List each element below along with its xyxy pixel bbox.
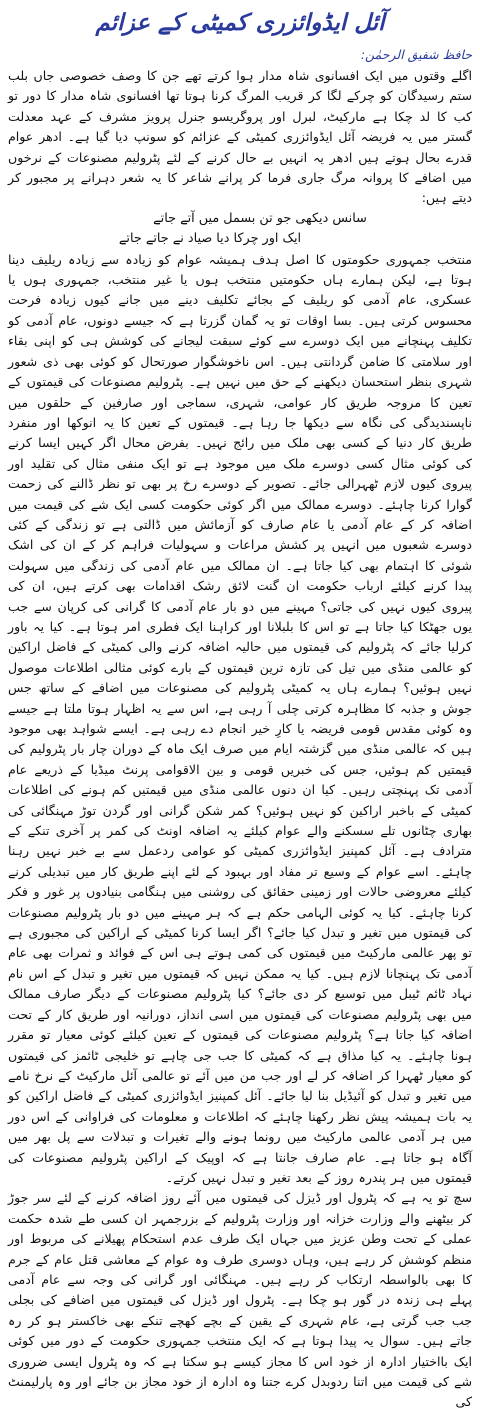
paragraph-1: اگلے وقتوں میں ایک افسانوی شاہ مدار ہوا کرتے تھے جن کا وصف خصوصی جاں بلب ستم رسیدگان کو چرکے لگا کر قریب المرگ کرنا ہوتا تھا افسانوی شاہ مدار کا دور تو کب کا لد چکا ہے مارکیٹ، لبرل اور پروگریسو جنرل پرویز مشرف کے عہد معدلت گستر میں یہ فریضہ آئل ایڈوائزری کمیٹی کے عزائم کو سونپ دیا گیا ہے۔ ادھر عوام قدرے بحال ہوتے ہیں ادھر یہ انہیں بے حال کرنے کے لئے پٹرولیم مصنوعات کے نرخوں میں اضافے کا پروانہ مرگ جاری فرما کر پرانے شاعر کا یہ شعر دہرانے پر مجبور کر دیتے ہیں: xyxy=(8,68,472,206)
paragraph-3: سچ تو یہ ہے کہ پٹرول اور ڈیزل کی قیمتوں میں آئے روز اضافہ کرنے کے لئے سر جوڑ کر بیٹھنے والے وزارت خزانہ اور وزارت پٹرولیم کے بزرجمہر ان کسی طے شدہ حکمت عملی کے تحت وطن عزیز میں جہاں ایک طرف عدم استحکام پھیلانے کی مربوط اور منظم کوشش کر رہے ہیں، وہاں دوسری طرف وہ عوام کے معاشی قتل عام کے جرم کا بھی بالواسطہ ارتکاب کر رہے ہیں۔ مہنگائی اور گرانی کی وجہ سے عام آدمی پہلے ہی زندہ در گور ہو چکا ہے۔ پٹرول اور ڈیزل کی قیمتوں میں اضافے کی بجلی جب جب گرتی ہے، عام شہری کے یقین کے بچے کھچے تنکے بھی خاکستر ہو کر رہ جاتے ہیں۔ سوال یہ پیدا ہوتا ہے کہ ایک منتخب جمہوری حکومت کے دور میں کوئی ایک بااختیار ادارہ از خود اس کا مجاز کیسے ہو سکتا ہے کہ وہ پٹرول ایسی ضروری شے کی قیمت میں اتنا ردوبدل کرے جتنا وہ ادارہ از خود مجاز بن جائے اور وہ پارلیمنٹ کی xyxy=(8,1190,472,1410)
verse-line-2: ایک اور چرکا دیا صیاد نے جاتے جاتے xyxy=(118,231,302,247)
paragraph-2: منتخب جمہوری حکومتوں کا اصل ہدف ہمیشہ عوام کو زیادہ سے زیادہ ریلیف دینا ہوتا ہے، لیکن ہمارے ہاں حکومتیں منتخب ہوں یا غیر منتخب، جمہوری ہوں یا عسکری، عام آدمی کو ریلیف کے بجائے تکلیف دینے میں جانے کیوں زیادہ فرحت محسوس کرتی ہیں۔ بسا اوقات تو یہ گمان گزرتا ہے کہ جیسے دونوں، عام آدمی کو تکلیف پہنچانے میں ایک دوسرے سے کوئے سبقت لیجانے کی کوشش ہی کو اپنی بقاء اور سلامتی کا ضامن گردانتی ہیں۔ اس ناخوشگوار صورتحال کو کوئی بھی ذی شعور شہری بنظر استحسان دیکھنے کے حق میں نہیں ہے۔ پٹرولیم مصنوعات کی قیمتوں کے تعین کا مروجہ طریق کار عوامی، شہری، سماجی اور صارفین کے حلقوں میں ناپسندیدگی کی نگاہ سے دیکھا جا رہا ہے۔ قیمتوں کے تعین کا یہ انوکھا اور منفرد طریق کار دنیا کے کسی بھی ملک میں رائج نہیں۔ بفرض محال اگر کہیں ایسا کرنے کی کوئی مثال کسی دوسرے ملک میں موجود ہے تو ایک منفی مثال کی تقلید اور پیروی کیوں لازم ٹھہرالی جائے۔ تصویر کے دوسرے رخ پر بھی تو نظر ڈالنے کی زحمت گوارا کرنا چاہئے۔ دوسرے ممالک میں اگر کوئی حکومت کسی ایک شے کی قیمت میں اضافہ کر کے عام آدمی یا عام صارف کو آزمائش میں ڈالتی ہے تو زندگی کے کئی دوسرے شعبوں میں انہیں پر کشش مراعات و سہولیات فراہم کر کے ان کی اشک شوئی کا اہتمام بھی کیا جاتا ہے۔ ان ممالک میں عام آدمی کی زندگی میں سہولت پیدا کرنے کیلئے ارباب حکومت ان گنت لائق رشک اقدامات بھی کرتے ہیں، ان کی پیروی کیوں نہیں کی جاتی؟ مہینے میں دو بار عام آدمی کا گرانی کی کرپان سے جب یوں جھٹکا کیا جاتا ہے تو اس کا بلبلانا اور کراہنا ایک فطری امر ہوتا ہے۔ کیا یہ باور کرلیا جائے کہ پٹرولیم کی قیمتوں میں حالیہ اضافہ کرنے والی کمیٹی کے فاضل اراکین کو عالمی منڈی میں تیل کی تازہ ترین قیمتوں کے بارے کوئی مثالی اطلاعات موصول نہیں ہوئیں؟ ہمارے ہاں یہ کمیٹی پٹرولیم کی مصنوعات میں اضافے کے ساتھ جس جوش و جذبہ کا مظاہرہ کرتی چلی آ رہی ہے، اس سے یہ اظہار ہوتا ملتا ہے جیسے وہ کوئی مقدس قومی فریضہ یا کارِ خیر انجام دے رہی ہے۔ ایسے شواہد بھی موجود ہیں کہ عالمی منڈی میں گزشتہ ایام میں صرف ایک ماہ کے دوران چار بار پٹرولیم کی قیمتیں کم ہوئیں، جس کی خبریں قومی و بین الاقوامی پرنٹ میڈیا کے ذریعے عام آدمی تک پہنچتی رہیں۔ کیا ان دنوں عالمی منڈی میں قیمتیں کم ہونے کی اطلاعات کمیٹی کے باخبر اراکین کو نہیں ہوئیں؟ کمر شکن گرانی اور گردن توڑ مہنگائی کی بھاری چٹانوں تلے سسکنے والے عوام کیلئے یہ اضافہ اونٹ کی کمر پر آخری تنکے کے مترادف ہے۔ آئل کمپنیز ایڈوائزری کمیٹی کو عوامی ردعمل سے بے خبر نہیں رہنا چاہئے۔ اسے عوام کے وسیع تر مفاد اور بہبود کے لئے اپنے طریق کار میں تبدیلی کرنے کیلئے معروضی حالات اور زمینی حقائق کی روشنی میں ہنگامی بنیادوں پر غور و فکر کرنا چاہئے۔ کیا یہ کوئی الہامی حکم ہے کہ ہر مہینے میں دو بار پٹرولیم مصنوعات کی قیمتوں میں تغیر و تبدل کیا جائے؟ اگر ایسا کرنا کمیٹی کے اراکین کی مجبوری ہے تو پھر عالمی مارکیٹ میں قیمتوں کی کمی ہوتے ہی اس کے فوائد و ثمرات بھی عام آدمی تک پہنچانا لازم ہیں۔ کیا یہ ممکن نہیں کہ قیمتوں میں تغیر و تبدل کے اس نام نہاد ٹائم ٹیبل میں توسیع کر دی جائے؟ کیا پٹرولیم مصنوعات کے دیگر صارف ممالک میں بھی پٹرولیم مصنوعات کی قیمتوں میں اسی انداز، دورانیہ اور طریق کار کے تحت اضافہ کیا جاتا ہے؟ پٹرولیم مصنوعات کی قیمتوں کے تعین کیلئے کوئی معیار تو مقرر ہونا چاہئے۔ یہ کیا مذاق ہے کہ کمیٹی کا جب جی چاہے تو خلیجی ٹائمز کی قیمتوں کو معیار ٹھہرا کر اضافہ کر لے اور جب من میں آئے تو عالمی آئل مارکیٹ کے نرخ نامے میں تغیر و تبدل کو آئیڈیل بنا لیا جائے۔ آئل کمپنیز ایڈوائزری کمیٹی کے فاضل اراکین کو یہ بات ہمیشہ پیش نظر رکھنا چاہئے کہ اطلاعات و معلومات کی فراوانی کے اس دور میں ہر آدمی عالمی مارکیٹ میں رونما ہونے والے تغیرات و تبدلات سے پل بھر میں آگاہ ہو جاتا ہے۔ عام صارف جانتا ہے کہ اوپیک کے اراکین پٹرولیم مصنوعات کی قیمتوں میں ہر پندرہ روز کے بعد تغیر و تبدل نہیں کرتے۔ xyxy=(8,251,472,1185)
verse-line-1: سانس دیکھی جو تن بسمل میں آتے جاتے xyxy=(153,210,367,226)
verse-couplet xyxy=(8,209,472,250)
article-title: آئل ایڈوائزری کمیٹی کے عزائم xyxy=(95,9,385,36)
author-byline: حافظ شفیق الرحمٰن: xyxy=(360,47,472,62)
